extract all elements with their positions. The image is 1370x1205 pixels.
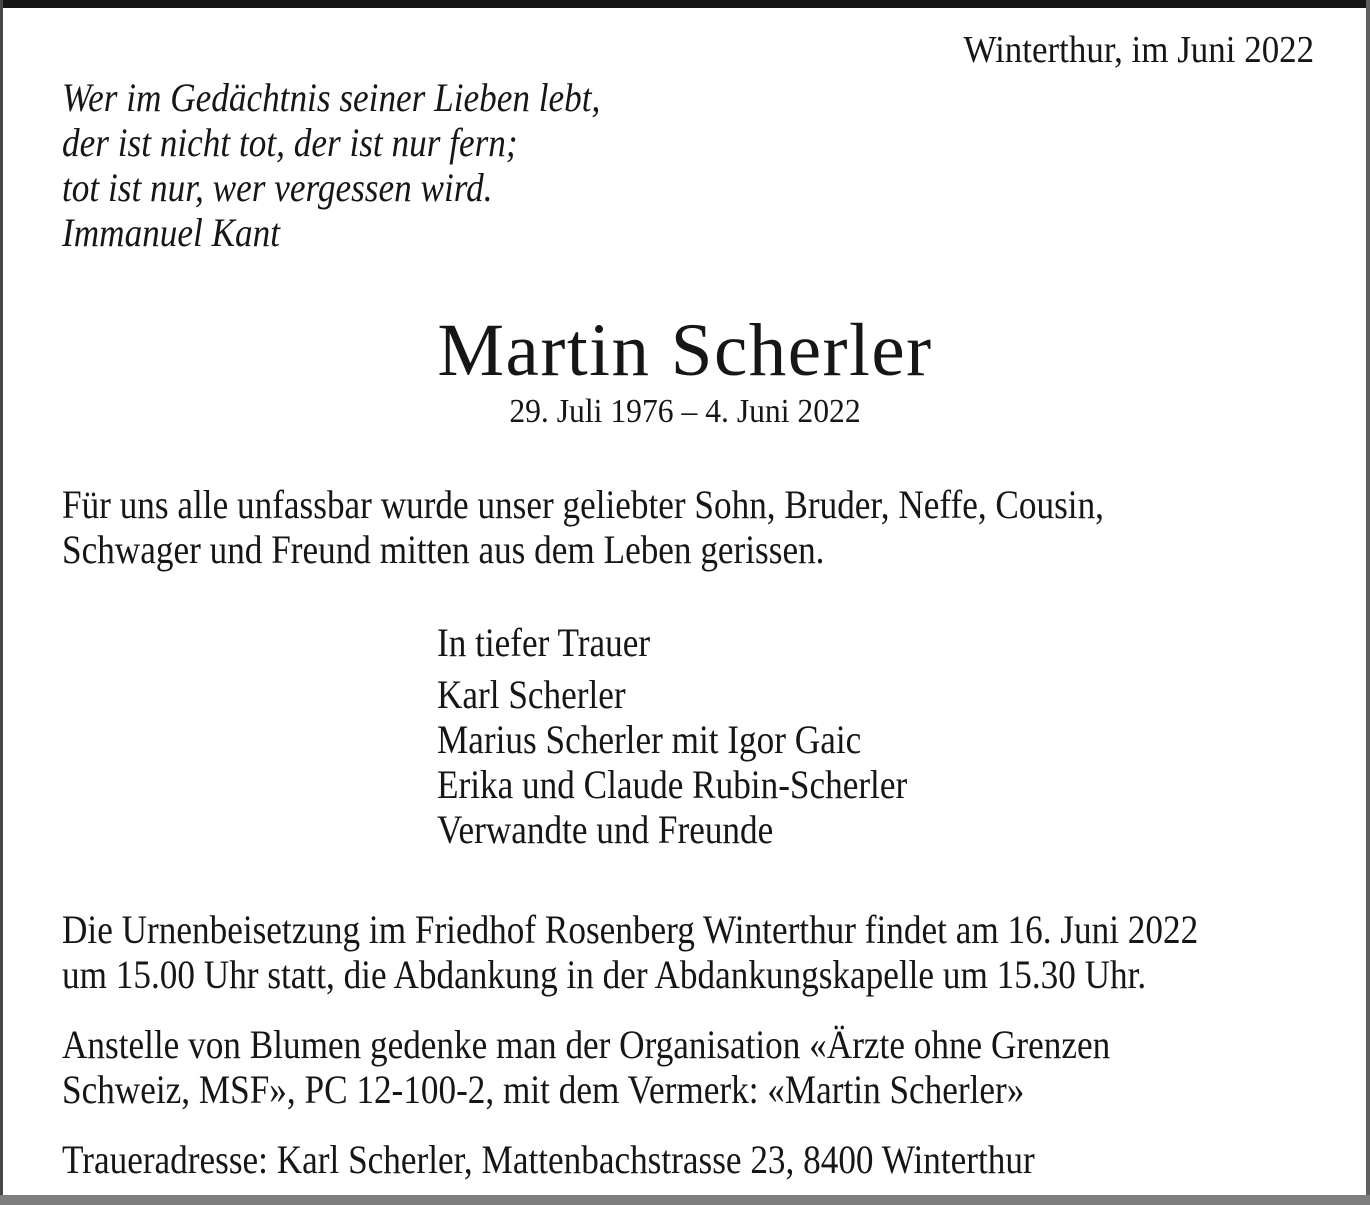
funeral-line: um 15.00 Uhr statt, die Abdankung in der Abdankungskapelle um 15.30 Uhr. — [62, 952, 1147, 997]
intro-line: Für uns alle unfassbar wurde unser geliebter Sohn, Bruder, Neffe, Cousin, — [62, 482, 1104, 527]
mourner-name: Marius Scherler mit Igor Gaic — [437, 717, 862, 762]
scan-border-bottom — [0, 1195, 1370, 1205]
donation-line: Schweiz, MSF», PC 12-100-2, mit dem Vermerk: «Martin Scherler» — [62, 1067, 1025, 1112]
mourning-heading: In tiefer Trauer — [437, 620, 651, 665]
life-dates: 29. Juli 1976 – 4. Juni 2022 — [509, 393, 861, 430]
scan-border-right — [1366, 0, 1370, 1205]
dateline: Winterthur, im Juni 2022 — [963, 29, 1314, 71]
mourner-name: Erika und Claude Rubin-Scherler — [437, 762, 908, 807]
scan-border-left — [0, 0, 3, 1205]
intro-paragraph — [62, 482, 1104, 572]
mourning-address: Traueradresse: Karl Scherler, Mattenbachstrasse 23, 8400 Winterthur — [62, 1137, 1035, 1182]
donation-line: Anstelle von Blumen gedenke man der Organisation «Ärzte ohne Grenzen — [62, 1022, 1111, 1067]
quote-attribution: Immanuel Kant — [62, 210, 281, 255]
quote-line: tot ist nur, wer vergessen wird. — [62, 165, 493, 210]
quote-line: Wer im Gedächtnis seiner Lieben lebt, — [62, 75, 601, 120]
scan-border-top — [0, 0, 1370, 8]
mourning-block — [437, 620, 907, 852]
quote-line: der ist nicht tot, der ist nur fern; — [62, 120, 518, 165]
donation-paragraph — [62, 1022, 1110, 1112]
mourner-name: Verwandte und Freunde — [437, 807, 774, 852]
quote-block — [62, 75, 600, 255]
mourner-name: Karl Scherler — [437, 672, 626, 717]
funeral-line: Die Urnenbeisetzung im Friedhof Rosenberg Winterthur findet am 16. Juni 2022 — [62, 907, 1199, 952]
intro-line: Schwager und Freund mitten aus dem Leben gerissen. — [62, 527, 825, 572]
deceased-name: Martin Scherler — [437, 309, 933, 392]
funeral-paragraph — [62, 907, 1198, 997]
